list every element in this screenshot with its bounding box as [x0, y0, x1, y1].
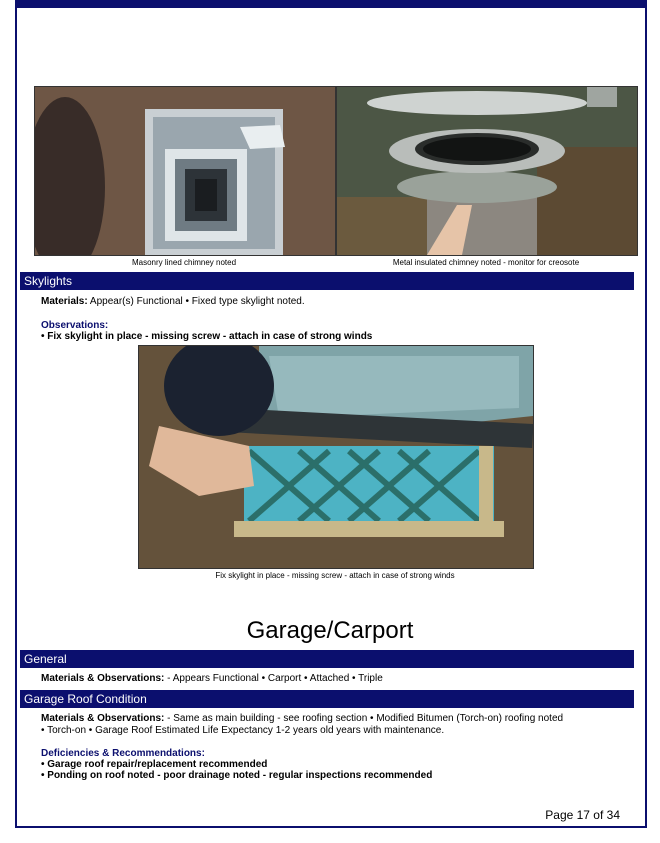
garage-roof-materials: [41, 713, 636, 737]
chimney-masonry-image: [35, 87, 335, 255]
skylights-section-header: Skylights: [20, 272, 634, 290]
deficiency-item-1: • Garage roof repair/replacement recommended: [41, 759, 268, 770]
deficiencies-heading: Deficiencies & Recommendations:: [41, 748, 205, 759]
deficiency-item-2: • Ponding on roof noted - poor drainage noted - regular inspections recommended: [41, 770, 433, 781]
general-materials-label: Materials & Observations:: [41, 673, 165, 684]
skylights-materials: [41, 296, 631, 308]
general-section-header: General: [20, 650, 634, 668]
garage-roof-section-header: Garage Roof Condition: [20, 690, 634, 708]
skylights-observation-item: • Fix skylight in place - missing screw - attach in case of strong winds: [41, 331, 373, 342]
chimney-masonry-caption: Masonry lined chimney noted: [131, 258, 237, 267]
skylight-image: [139, 346, 533, 568]
general-materials-text: - Appears Functional • Carport • Attached • Triple: [164, 673, 383, 684]
garage-roof-materials-text-line1: - Same as main building - see roofing section • Modified Bitumen (Torch-on) roofing noted: [164, 713, 564, 724]
garage-roof-materials-text-line2: • Torch-on • Garage Roof Estimated Life Expectancy 1-2 years old years with maintenance.: [41, 725, 445, 736]
general-materials: [41, 673, 631, 685]
top-bar: [17, 0, 645, 8]
chimney-metal-caption: Metal insulated chimney noted - monitor for creosote: [392, 258, 580, 267]
chimney-masonry-photo: [34, 86, 336, 256]
skylights-materials-text: Appear(s) Functional • Fixed type skylight noted.: [87, 296, 305, 307]
garage-roof-materials-label: Materials & Observations:: [41, 713, 165, 724]
skylight-photo: [138, 345, 534, 569]
page-number: Page 17 of 34: [545, 808, 620, 822]
skylights-materials-label: Materials:: [41, 296, 88, 307]
chimney-metal-photo: [336, 86, 638, 256]
skylights-observations-heading: Observations:: [41, 320, 109, 331]
skylight-caption: Fix skylight in place - missing screw - attach in case of strong winds: [215, 571, 455, 580]
garage-carport-title: Garage/Carport: [246, 617, 414, 644]
chimney-metal-image: [337, 87, 637, 255]
